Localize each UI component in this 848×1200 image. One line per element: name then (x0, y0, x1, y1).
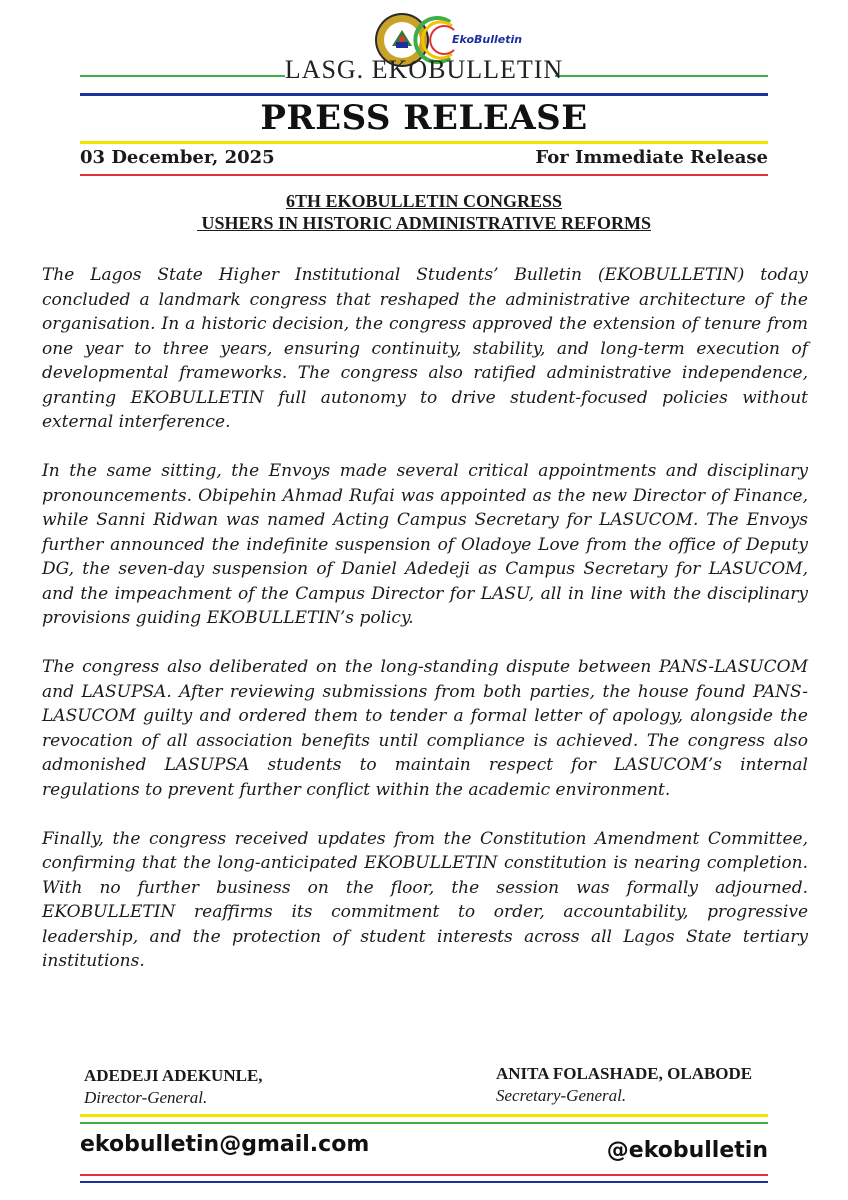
footer-divider-yellow (80, 1114, 768, 1117)
contact-email[interactable]: ekobulletin@gmail.com (80, 1132, 370, 1157)
body-paragraph-4: Finally, the congress received updates from the Constitution Amendment Committee, confirming that the long-anticipated EKOBULLETIN constitution is nearing completion. With no further business on the floor, the session was formally adjourned. EKOBULLETIN reaffirms its commitment to order, accountability, progressive leadership, and the protection of student interests across all Lagos State tertiary institutions. (42, 828, 808, 971)
signatory-role: Secretary-General. (496, 1086, 627, 1105)
headline-line-1: 6TH EKOBULLETIN CONGRESS (285, 191, 563, 211)
footer-divider-red (80, 1174, 768, 1176)
body-paragraph-1: The Lagos State Higher Institutional Students’ Bulletin (EKOBULLETIN) today concluded a landmark congress that reshaped the administrative architecture of the organisation. In a historic decision, the congress approved the extension of tenure from one year to three years, ensuring continuity, stability, and long-term execution of developmental frameworks. The congress also ratified administrative independence, granting EKOBULLETIN full autonomy to drive student-focused policies without external interference. (42, 265, 808, 432)
body-text (42, 263, 808, 998)
brand-logo-text: EkoBulletin (452, 33, 523, 46)
signatory-secretary-general (496, 1064, 752, 1106)
divider-blue (80, 93, 768, 96)
social-handle[interactable]: @ekobulletin (606, 1138, 768, 1163)
release-date: 03 December, 2025 (80, 147, 275, 168)
signatory-name: ANITA FOLASHADE, OLABODE (496, 1064, 753, 1083)
press-release-title: PRESS RELEASE (260, 98, 588, 138)
divider-yellow (80, 141, 768, 144)
body-paragraph-2: In the same sitting, the Envoys made several critical appointments and disciplinary pronouncements. Obipehin Ahmad Rufai was appointed as the new Director of Finance, while Sanni Ridwan was named Acting Campus Secretary for LASUCOM. The Envoys further announced the indefinite suspension of Oladoye Love from the office of Deputy DG, the seven-day suspension of Daniel Adedeji as Campus Secretary for LASUCOM, and the impeachment of the Campus Director for LASU, all in line with the disciplinary provisions guiding EKOBULLETIN’s policy. (42, 461, 808, 628)
footer-divider-green (80, 1122, 768, 1124)
headline-line-2: USHERS IN HISTORIC ADMINISTRATIVE REFORMS (197, 213, 651, 233)
release-note: For Immediate Release (535, 147, 768, 168)
divider-red (80, 174, 768, 176)
body-paragraph-3: The congress also deliberated on the long-standing dispute between PANS-LASUCOM and LASUPSA. After reviewing submissions from both parties, the house found PANS-LASUCOM guilty and ordered them to tender a formal letter of apology, alongside the revocation of all association benefits until compliance is achieved. The congress also admonished LASUPSA students to maintain respect for LASUCOM’s internal regulations to prevent further conflict within the academic environment. (42, 657, 808, 800)
org-title: LASG. EKOBULLETIN (284, 55, 564, 84)
signatory-name: ADEDEJI ADEKUNLE, (84, 1066, 263, 1085)
signatory-role: Director-General. (84, 1088, 208, 1107)
signatory-director-general (84, 1066, 263, 1108)
footer-divider-blue (80, 1181, 768, 1183)
headline (0, 190, 848, 234)
